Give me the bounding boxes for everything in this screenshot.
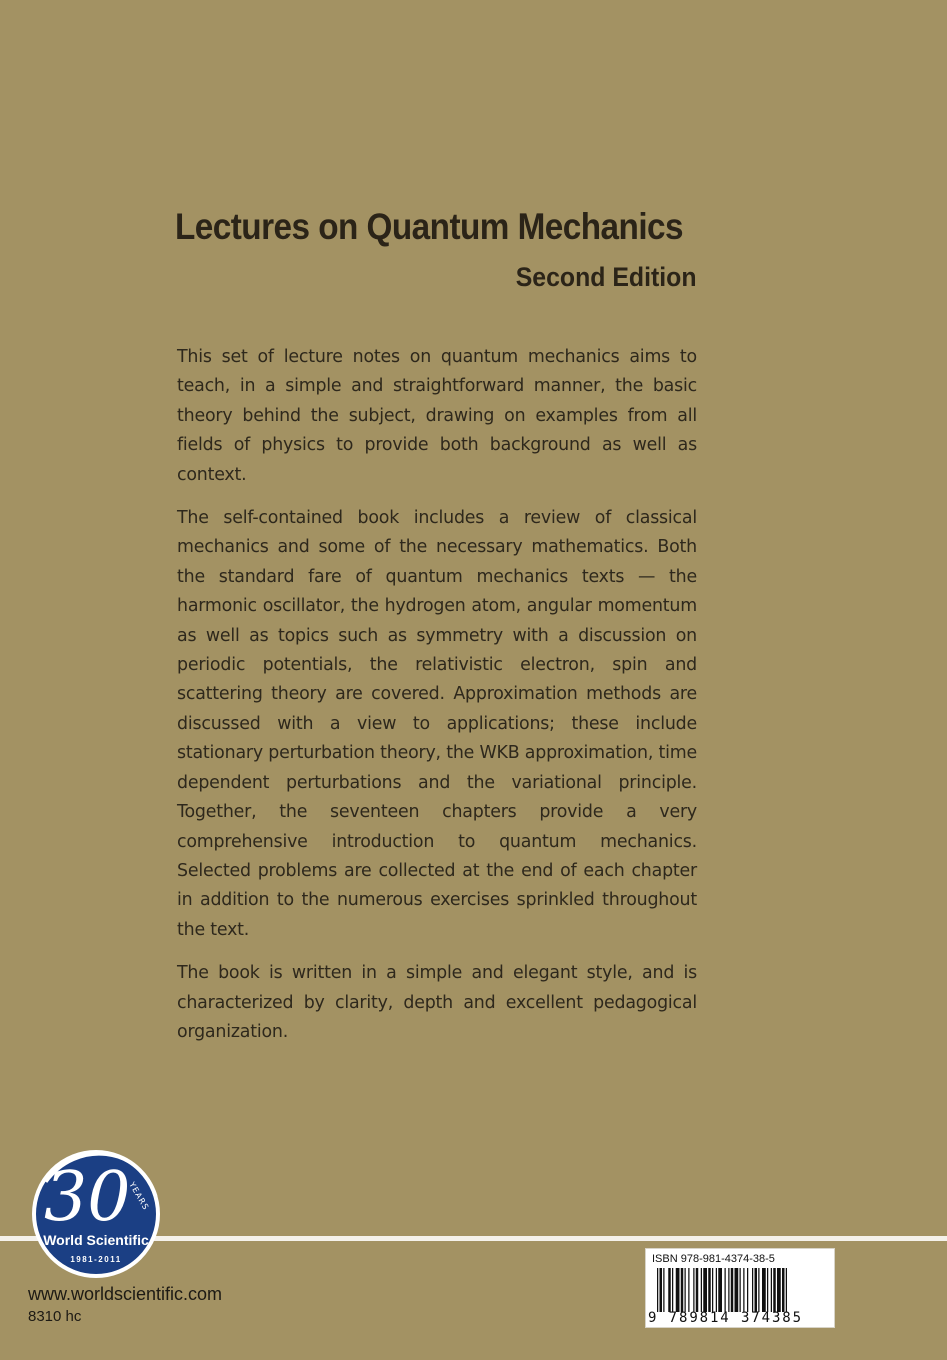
blurb-paragraph-3: The book is written in a simple and elegant style, and is characterized by clarity, depth and excellent pedagogical organization. xyxy=(177,963,697,1042)
barcode-bar xyxy=(676,1268,680,1312)
logo-years: YEARS xyxy=(127,1180,151,1212)
blurb-paragraph-1: This set of lecture notes on quantum mechanics aims to teach, in a simple and straightforward manner, the basic theory behind the subject, drawing on examples from all fields of physics to provide both background as well as context. xyxy=(177,347,697,485)
barcode-bar xyxy=(731,1268,734,1312)
logo-dates: 1981-2011 xyxy=(70,1255,122,1264)
barcode-bar xyxy=(701,1268,702,1312)
barcode-bar xyxy=(755,1268,758,1312)
barcode-bar xyxy=(782,1268,785,1312)
barcode-bar xyxy=(660,1268,663,1312)
barcode-bar xyxy=(672,1268,673,1312)
barcode-bars xyxy=(655,1268,831,1312)
barcode-bar xyxy=(743,1268,744,1312)
barcode-bar xyxy=(777,1268,781,1312)
barcode-bar xyxy=(708,1268,711,1312)
book-title: Lectures on Quantum Mechanics xyxy=(175,206,684,247)
barcode-bar xyxy=(681,1268,684,1312)
barcode-bar xyxy=(685,1268,686,1312)
barcode-bar xyxy=(688,1268,689,1312)
logo-number: 30 xyxy=(44,1158,131,1237)
barcode-bar xyxy=(725,1268,726,1312)
barcode-bar xyxy=(758,1268,759,1312)
barcode-bar xyxy=(703,1268,707,1312)
barcode-bar xyxy=(771,1268,772,1312)
blurb xyxy=(177,343,697,1061)
isbn-barcode xyxy=(645,1248,835,1328)
barcode-bar xyxy=(728,1268,729,1312)
barcode-bar xyxy=(716,1268,717,1312)
barcode-bar xyxy=(718,1268,722,1312)
barcode-bar xyxy=(752,1268,753,1312)
publisher-website: www.worldscientific.com xyxy=(28,1284,223,1304)
logo-name: World Scientific xyxy=(43,1232,149,1248)
barcode-bar xyxy=(696,1268,699,1312)
barcode-bar xyxy=(712,1268,713,1312)
product-code: 8310 hc xyxy=(28,1308,82,1325)
barcode-bar xyxy=(657,1268,658,1312)
barcode-bar xyxy=(773,1268,776,1312)
barcode-digits: 9 789814 374385 xyxy=(648,1310,803,1326)
barcode-bar xyxy=(747,1268,748,1312)
isbn-label: ISBN 978-981-4374-38-5 xyxy=(652,1253,775,1265)
barcode-bar xyxy=(762,1268,766,1312)
barcode-bar xyxy=(735,1268,739,1312)
barcode-bar xyxy=(663,1268,664,1312)
book-edition: Second Edition xyxy=(516,262,697,292)
barcode-bar xyxy=(693,1268,694,1312)
barcode-bar xyxy=(786,1268,787,1312)
barcode-bar xyxy=(740,1268,741,1312)
barcode-bar xyxy=(668,1268,671,1312)
world-scientific-30-years-logo xyxy=(28,1144,164,1284)
blurb-paragraph-2: The self-contained book includes a review of classical mechanics and some of the necessary mathematics. Both the standard fare of quantum mechanics texts — the harmonic oscillator, the hydrogen atom, angular momentum as well as topics such as symmetry with a discussion on periodic potentials, the relativistic electron, spin and scattering theory are covered. Approximation methods are discussed with a view to applications; these include stationary perturbation theory, the WKB approximation, time dependent perturbations and the variational principle. Together, the seventeen chapters provide a very comprehensive introduction to quantum mechanics. Selected problems are collected at the end of each chapter in addition to the numerous exercises sprinkled throughout the text. xyxy=(177,508,697,940)
barcode-bar xyxy=(767,1268,768,1312)
